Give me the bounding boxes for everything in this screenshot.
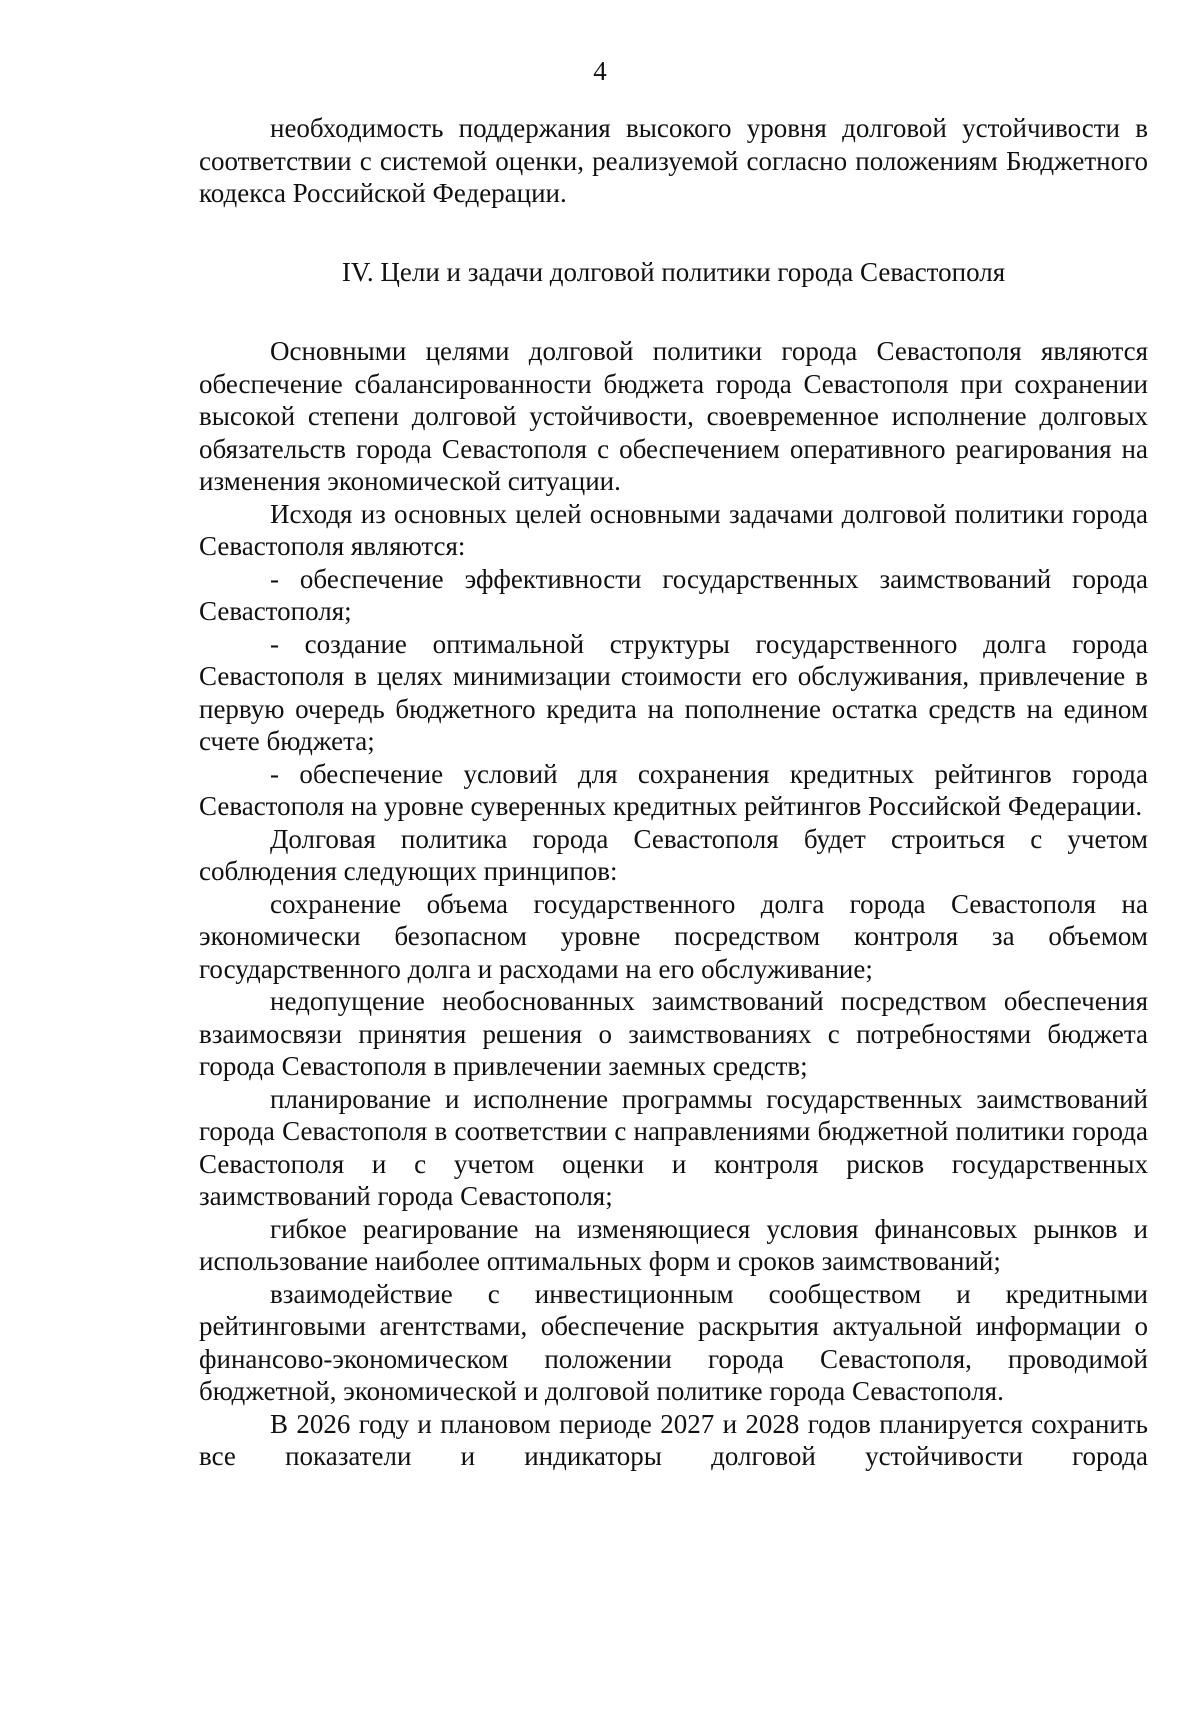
paragraph-tasks-intro: Исходя из основных целей основными задачами долговой политики города Севастополя являются: xyxy=(199,498,1148,561)
intro-block xyxy=(199,112,1148,210)
list-item-principle-2: недопущение необоснованных заимствований посредством обеспечения взаимосвязи принятия решения о заимствованиях с потребностями бюджета города Севастополя в привлечении заемных средств; xyxy=(199,986,1148,1081)
list-item-task-1: - обеспечение эффективности государственных заимствований города Севастополя; xyxy=(199,563,1148,626)
list-item-task-2: - создание оптимальной структуры государственного долга города Севастополя в целях минимизации стоимости его обслуживания, привлечение в первую очередь бюджетного кредита на пополнение остатка средств на едином счете бюджета; xyxy=(199,628,1148,756)
section-heading: IV. Цели и задачи долговой политики города Севастополя xyxy=(341,257,1006,287)
paragraph-goals: Основными целями долговой политики города Севастополя являются обеспечение сбалансированности бюджета города Севастополя при сохранении высокой степени долговой устойчивости, своевременное исполнение долговых обязательств города Севастополя с обеспечением оперативного реагирования на изменения экономической ситуации. xyxy=(199,336,1148,496)
list-item-task-3: - обеспечение условий для сохранения кредитных рейтингов города Севастополя на уровне суверенных кредитных рейтингов Российской Федерации. xyxy=(199,758,1148,821)
list-item-principle-5: взаимодействие с инвестиционным сообществом и кредитными рейтинговыми агентствами, обеспечение раскрытия актуальной информации о финансово-экономическом положении города Севастополя, проводимой бюджетной, экономической и долговой политике города Севастополя. xyxy=(199,1278,1148,1406)
paragraph-plan: В 2026 году и плановом периоде 2027 и 2028 годов планируется сохранить все показатели и индикаторы долговой устойчивости города xyxy=(199,1408,1148,1471)
paragraph-principles-intro: Долговая политика города Севастополя будет строиться с учетом соблюдения следующих принципов: xyxy=(199,823,1148,886)
intro-paragraph: необходимость поддержания высокого уровня долговой устойчивости в соответствии с системой оценки, реализуемой согласно положениям Бюджетного кодекса Российской Федерации. xyxy=(199,113,1148,208)
body-text xyxy=(199,335,1148,1473)
page-number: 4 xyxy=(593,56,607,86)
list-item-principle-1: сохранение объема государственного долга города Севастополя на экономически безопасном уровне посредством контроля за объемом государственного долга и расходами на его обслуживание; xyxy=(199,888,1148,984)
list-item-principle-3: планирование и исполнение программы государственных заимствований города Севастополя в соответствии с направлениями бюджетной политики города Севастополя и с учетом оценки и контроля рисков государственных заимствований города Севастополя; xyxy=(199,1083,1148,1211)
list-item-principle-4: гибкое реагирование на изменяющиеся условия финансовых рынков и использование наиболее оптимальных форм и сроков заимствований; xyxy=(199,1213,1148,1276)
